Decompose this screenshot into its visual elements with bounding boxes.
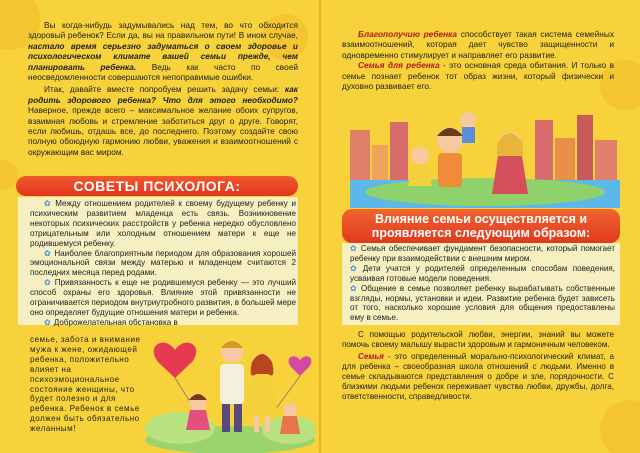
- page-fold: [319, 0, 321, 453]
- influence-item: [350, 264, 615, 284]
- tip-text: Привязанность к еще не родившемуся ребенку — это лучший способ охраны его здоровья. Влияние этой привязанности не ограничивается периодом внутриутробного развития, в большей мере оно определяет будущие отношения матери и ребенка.: [30, 278, 296, 317]
- family-text: - это основная среда обитания. И только в семье познает ребенок тот образ жизни, который физически и духовно развивает его.: [342, 60, 614, 92]
- tip-item: [30, 199, 296, 249]
- right-paragraph-2: [342, 60, 614, 91]
- family-influence-banner: [342, 209, 620, 243]
- intro-paragraph-2: [28, 84, 298, 157]
- tips-list: [30, 199, 296, 328]
- banner-title: Влияние семьи осуществляется и проявляется следующим образом:: [371, 212, 591, 240]
- parental-love-text: С помощью родительской любви, энергии, знаний вы можете помочь своему малышу вырасти здоровым и гармоничным человеком.: [342, 330, 614, 349]
- tip-item: [30, 318, 296, 328]
- family-emphasis: Семья для ребенка: [358, 60, 440, 71]
- influence-item: [350, 244, 615, 264]
- family-climate-text: - это определенный морально-психологический климат, а для ребенка – своеобразная школа отношений с людьми. Именно в семье складываются представления о добре и зле, порядочности. С близкими людьми ребенок переживает чувства любви, дружбы, долга, ответственности, справедливости.: [342, 352, 614, 401]
- bullet-flower-icon: ✿: [350, 244, 358, 253]
- lower-text: семье, забота и внимание мужа к жене, ожидающей ребенка, положительно влияет на психоэмоциональное состояние женщины, что будет полезно и для ребенка. Ребенок в семье должен быть обязательно желанным!: [30, 335, 141, 434]
- psychologist-advice-banner: [16, 176, 298, 196]
- influence-list: [350, 244, 615, 323]
- bullet-flower-icon: ✿: [350, 283, 358, 293]
- influence-item: [350, 284, 615, 324]
- lower-paragraph: [30, 335, 142, 434]
- intro2-text-tail: Наверное, прежде всего – максимальное желание обоих супругов, взаимная любовь и стремление заботиться друг о друге. Говорят, если любишь, отдашь все, до последнего. Поэтому создайте свою полную обоюдную гармонию любви, уважения и взаимоотношений с окружающим вас миром.: [28, 105, 298, 157]
- city-family-illustration: [350, 110, 620, 208]
- family-climate-emphasis: Семья: [358, 352, 384, 361]
- bullet-flower-icon: ✿: [44, 278, 52, 288]
- banner-title: СОВЕТЫ ПСИХОЛОГА:: [73, 178, 241, 194]
- tip-item: [30, 278, 296, 318]
- tip-text: Наиболее благоприятным периодом для образования хорошей эмоциональной связи между матерью и младенцем считаются 2 последних месяца перед родами.: [30, 248, 296, 278]
- tip-text: Доброжелательная обстановка в: [53, 317, 178, 327]
- tip-item: [30, 249, 296, 279]
- intro-text: Вы когда-нибудь задумывались над тем, во что обходится здоровый ребенок? Если да, вы на правильном пути! В ином случае,: [28, 20, 298, 41]
- influence-text: Семья обеспечивает фундамент безопасности, который помогает ребенку при взаимодействии с внешним миром.: [350, 244, 615, 263]
- wellbeing-text: способствует такая система семейных взаимоотношений, которая дает чувство защищенности и одновременно стимулирует и направляет его развитие.: [342, 29, 614, 60]
- influence-text: Дети учатся у родителей определенным способам поведения, усваивая готовые модели поведения.: [350, 263, 615, 283]
- influence-text: Общение в семье позволяет ребенку вырабатывать собственные взгляды, нормы, установки и идеи. Развитие ребенка будет зависеть от того, насколько хорошие условия для общения предоставлены ему в семье.: [350, 283, 615, 323]
- wellbeing-emphasis: Благополучию ребенка: [358, 29, 458, 39]
- tip-text: Между отношением родителей к своему будущему ребенку и психическим развитием младенца есть связь. Возникновение некоторых психических расстройств у ребенка нередко обусловлено отрицательным или холодным отношением матери к еще не родившемуся ребенку.: [30, 199, 296, 248]
- intro2-emphasis: как родить здорового ребенка? Что для этого необходимо?: [28, 84, 298, 105]
- bullet-flower-icon: ✿: [350, 263, 360, 273]
- intro2-text: Итак, давайте вместе попробуем решить задачу семьи:: [44, 84, 285, 95]
- parental-love-paragraph: [342, 330, 614, 350]
- right-lower-text: [342, 330, 614, 402]
- right-paragraph-1: [342, 29, 614, 60]
- family-climate-paragraph: [342, 352, 614, 402]
- family-illustration: [140, 330, 315, 453]
- bullet-flower-icon: ✿: [44, 317, 51, 327]
- intro-paragraph-1: [28, 20, 298, 82]
- bullet-flower-icon: ✿: [44, 248, 52, 258]
- intro-emphasis: настало время серьезно задуматься о своем здоровье и психологическом климате вашей семьи прежде, чем планировать ребенка.: [28, 40, 298, 72]
- bullet-flower-icon: ✿: [44, 199, 53, 208]
- intro-text-tail: Ведь как часто по своей неосведомленности совершаются непоправимые ошибки.: [28, 61, 298, 83]
